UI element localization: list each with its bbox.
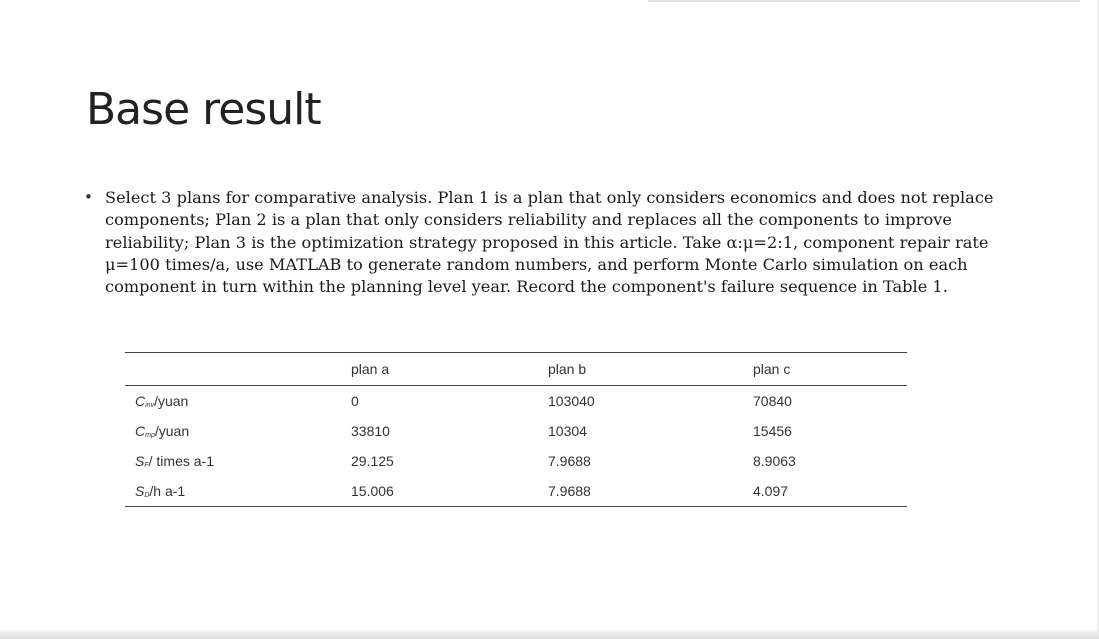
- bullet-text: Select 3 plans for comparative analysis. Plan 1 is a plan that only considers economics and does not replace components; Plan 2 is a plan that only considers reliability and replaces all the components to improve reliability; Plan 3 is the optimization strategy proposed in this article. Take α:μ=2:1, component repair rate μ=100 times/a, use MATLAB to generate random numbers, and perform Monte Carlo simulation on each component in turn within the planning level year. Record the component's failure sequence in Table 1.: [105, 188, 994, 297]
- row-subscript: inv: [145, 402, 155, 409]
- bullet-marker: •: [84, 188, 93, 206]
- header-cell-plan-c: plan c: [753, 361, 791, 377]
- table-cell: 4.097: [753, 483, 789, 499]
- table-row: [125, 476, 907, 507]
- table-row: [125, 416, 907, 446]
- row-symbol: S: [135, 483, 145, 499]
- row-subscript: D: [144, 492, 150, 499]
- table-row: [125, 386, 907, 417]
- row-subscript: F: [144, 462, 149, 469]
- row-label: [125, 476, 351, 507]
- table-cell: 7.9688: [548, 483, 591, 499]
- table-cell: 33810: [351, 423, 390, 439]
- bullet-paragraph: [84, 187, 1014, 298]
- row-symbol: C: [135, 423, 146, 439]
- table-cell: 70840: [753, 393, 792, 409]
- table-cell: 8.9063: [753, 453, 796, 469]
- row-symbol: S: [135, 453, 145, 469]
- row-symbol: C: [135, 393, 146, 409]
- row-label: [125, 416, 351, 446]
- row-unit: /yuan: [154, 423, 190, 439]
- table-row: [125, 446, 907, 476]
- row-subscript: mp: [145, 432, 155, 439]
- header-cell-plan-b: plan b: [548, 361, 587, 377]
- slide-title: Base result: [86, 84, 321, 135]
- table-cell: 29.125: [351, 453, 394, 469]
- row-label: [125, 446, 351, 476]
- row-unit: /h a-1: [149, 483, 186, 499]
- table-cell: 10304: [548, 423, 587, 439]
- header-cell-empty: [125, 353, 351, 386]
- table-cell: 15.006: [351, 483, 394, 499]
- bottom-edge-strip: [0, 630, 1099, 639]
- row-unit: / times a-1: [148, 453, 214, 469]
- table-cell: 0: [351, 393, 359, 409]
- row-unit: /yuan: [154, 393, 189, 409]
- top-edge-strip: [648, 0, 1080, 2]
- comparison-table: [125, 352, 907, 507]
- table-header-row: [125, 353, 907, 386]
- row-label: [125, 386, 351, 417]
- table-cell: 103040: [548, 393, 595, 409]
- table-cell: 15456: [753, 423, 792, 439]
- table-cell: 7.9688: [548, 453, 591, 469]
- header-cell-plan-a: plan a: [351, 361, 390, 377]
